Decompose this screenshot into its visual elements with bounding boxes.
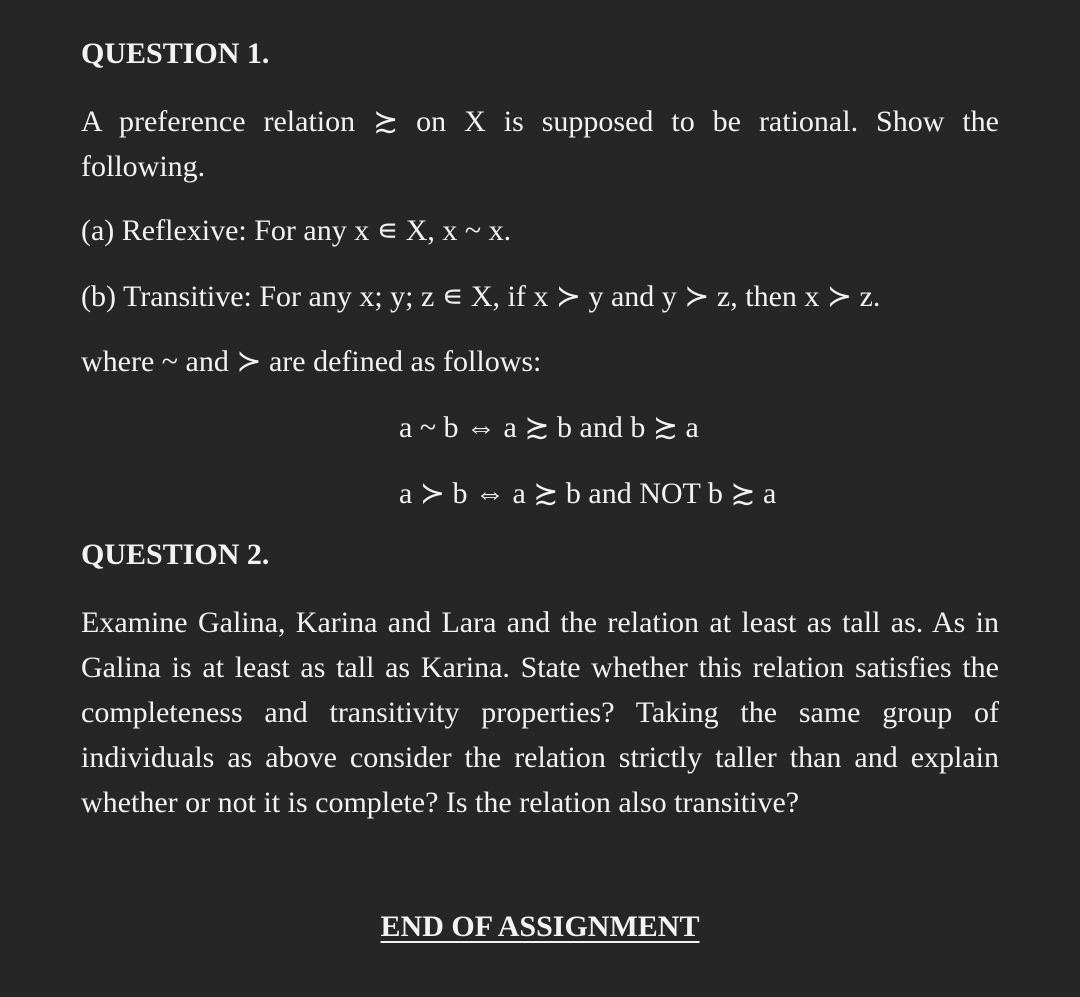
question-1-heading: QUESTION 1. [81,37,270,70]
question-2-heading: QUESTION 2. [81,538,270,571]
question-1-where: where ~ and ≻ are defined as follows: [81,345,542,378]
definition-indifference: a ~ b ⇔ a ≿ b and b ≿ a [399,411,699,444]
question-1-part-b: (b) Transitive: For any x; y; z ∊ X, if x ≻ y and y ≻ z, then x ≻ z. [81,280,881,313]
question-2-body: Examine Galina, Karina and Lara and the relation at least as tall as. As in Galina is at least as tall as Karina. State whether this relation satisfies the completeness and transitivity properties? Taking the same group of individuals as above consider the relation strictly taller than and explain whether or not it is complete? Is the relation also transitive? [81,606,999,819]
definition-strict-preference: a ≻ b ⇔ a ≿ b and NOT b ≿ a [399,477,777,510]
question-1-intro: A preference relation ≿ on X is supposed to be rational. Show the following. [81,105,999,183]
end-of-assignment-label: END OF ASSIGNMENT [380,910,700,943]
end-of-assignment [81,910,999,944]
question-1-part-a: (a) Reflexive: For any x ∊ X, x ~ x. [81,214,512,247]
